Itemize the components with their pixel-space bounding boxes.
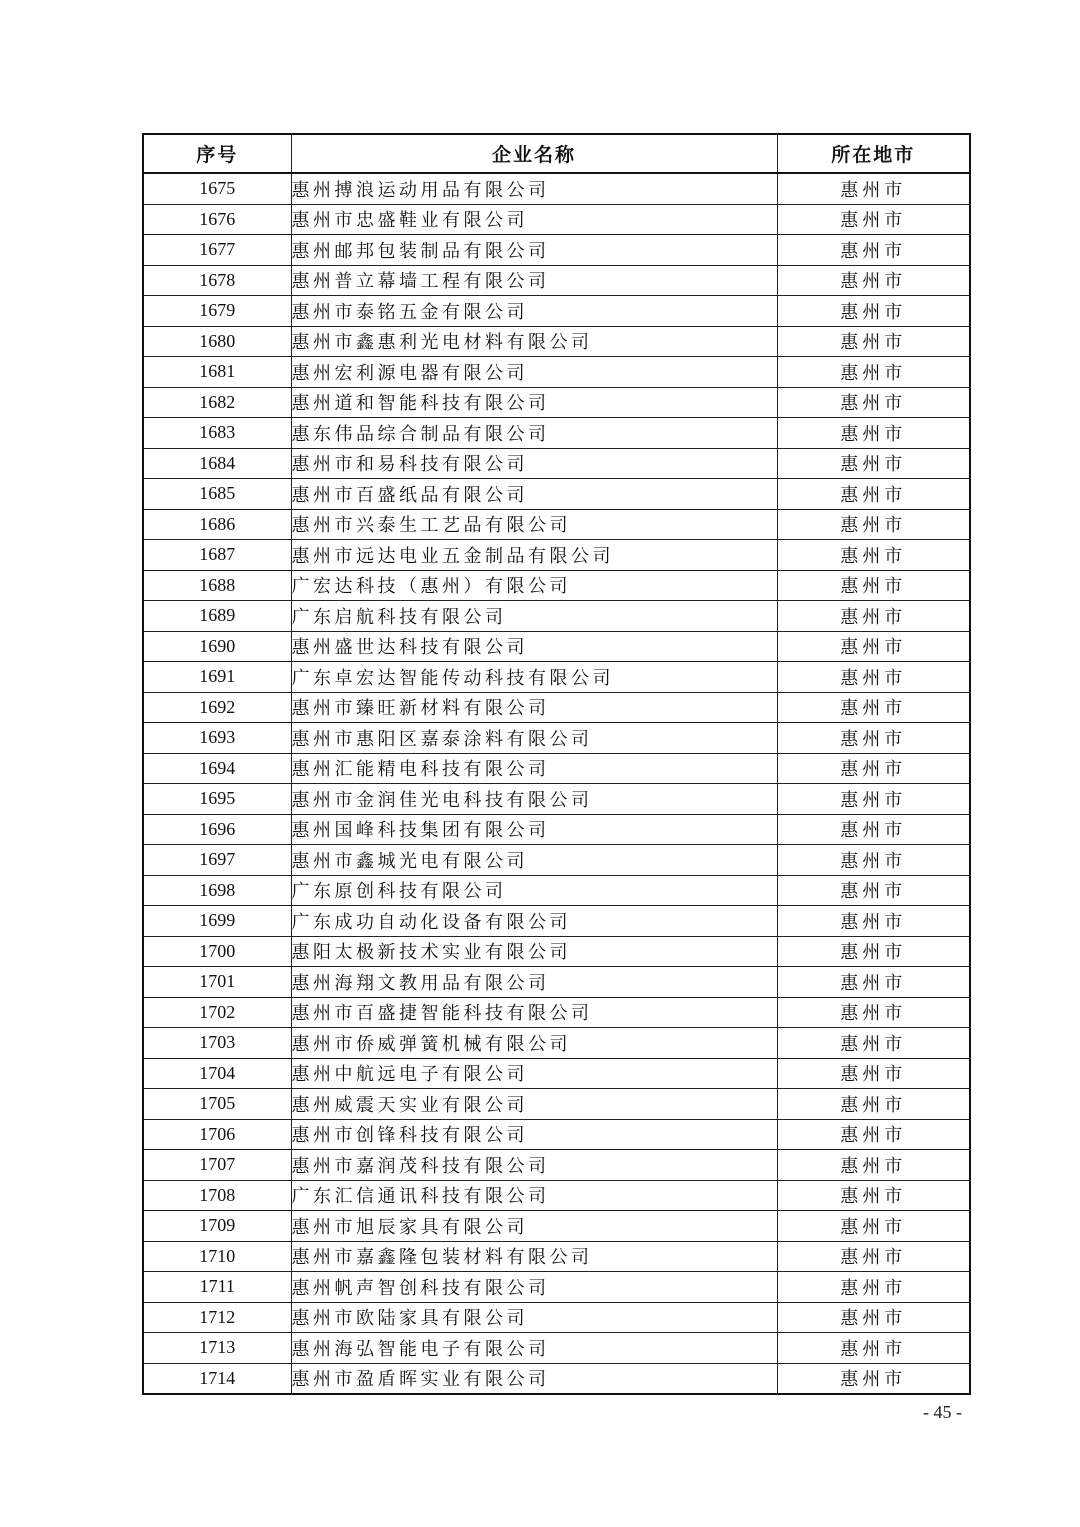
table-row bbox=[143, 265, 970, 296]
city-cell: 惠州市 bbox=[777, 357, 970, 388]
city-cell: 惠州市 bbox=[777, 1363, 970, 1394]
serial-number-cell: 1695 bbox=[143, 784, 291, 815]
table-row bbox=[143, 1211, 970, 1242]
table-row bbox=[143, 204, 970, 235]
table-row bbox=[143, 540, 970, 571]
serial-number-cell: 1687 bbox=[143, 540, 291, 571]
header-enterprise-name: 企业名称 bbox=[291, 134, 777, 173]
city-cell: 惠州市 bbox=[777, 1241, 970, 1272]
serial-number-cell: 1699 bbox=[143, 906, 291, 937]
table-row bbox=[143, 662, 970, 693]
enterprise-name-cell: 惠州邮邦包装制品有限公司 bbox=[291, 235, 777, 266]
table-row bbox=[143, 601, 970, 632]
table-row bbox=[143, 997, 970, 1028]
table-header-row bbox=[143, 134, 970, 173]
city-cell: 惠州市 bbox=[777, 1180, 970, 1211]
serial-number-cell: 1692 bbox=[143, 692, 291, 723]
table-row bbox=[143, 723, 970, 754]
serial-number-cell: 1688 bbox=[143, 570, 291, 601]
serial-number-cell: 1683 bbox=[143, 418, 291, 449]
city-cell: 惠州市 bbox=[777, 1119, 970, 1150]
serial-number-cell: 1680 bbox=[143, 326, 291, 357]
serial-number-cell: 1693 bbox=[143, 723, 291, 754]
enterprise-name-cell: 广东汇信通讯科技有限公司 bbox=[291, 1180, 777, 1211]
table-row bbox=[143, 845, 970, 876]
enterprise-name-cell: 惠州市臻旺新材料有限公司 bbox=[291, 692, 777, 723]
city-cell: 惠州市 bbox=[777, 265, 970, 296]
city-cell: 惠州市 bbox=[777, 173, 970, 204]
enterprise-name-cell: 惠州盛世达科技有限公司 bbox=[291, 631, 777, 662]
serial-number-cell: 1713 bbox=[143, 1333, 291, 1364]
city-cell: 惠州市 bbox=[777, 1302, 970, 1333]
city-cell: 惠州市 bbox=[777, 296, 970, 327]
table-row bbox=[143, 1058, 970, 1089]
enterprise-name-cell: 惠州国峰科技集团有限公司 bbox=[291, 814, 777, 845]
enterprise-name-cell: 惠州汇能精电科技有限公司 bbox=[291, 753, 777, 784]
city-cell: 惠州市 bbox=[777, 326, 970, 357]
header-city: 所在地市 bbox=[777, 134, 970, 173]
city-cell: 惠州市 bbox=[777, 753, 970, 784]
table-row bbox=[143, 967, 970, 998]
serial-number-cell: 1704 bbox=[143, 1058, 291, 1089]
serial-number-cell: 1679 bbox=[143, 296, 291, 327]
serial-number-cell: 1708 bbox=[143, 1180, 291, 1211]
enterprise-name-cell: 惠州市金润佳光电科技有限公司 bbox=[291, 784, 777, 815]
serial-number-cell: 1706 bbox=[143, 1119, 291, 1150]
enterprise-name-cell: 广东启航科技有限公司 bbox=[291, 601, 777, 632]
enterprise-name-cell: 惠州市嘉润茂科技有限公司 bbox=[291, 1150, 777, 1181]
table-row bbox=[143, 1180, 970, 1211]
city-cell: 惠州市 bbox=[777, 875, 970, 906]
table-row bbox=[143, 570, 970, 601]
city-cell: 惠州市 bbox=[777, 631, 970, 662]
serial-number-cell: 1707 bbox=[143, 1150, 291, 1181]
city-cell: 惠州市 bbox=[777, 692, 970, 723]
table-row bbox=[143, 1241, 970, 1272]
serial-number-cell: 1697 bbox=[143, 845, 291, 876]
table-row bbox=[143, 1028, 970, 1059]
enterprise-name-cell: 惠州市鑫城光电有限公司 bbox=[291, 845, 777, 876]
table-row bbox=[143, 1272, 970, 1303]
serial-number-cell: 1689 bbox=[143, 601, 291, 632]
enterprise-name-cell: 惠州市侨威弹簧机械有限公司 bbox=[291, 1028, 777, 1059]
enterprise-name-cell: 惠州市盈盾晖实业有限公司 bbox=[291, 1363, 777, 1394]
enterprise-name-cell: 惠州市创锋科技有限公司 bbox=[291, 1119, 777, 1150]
table-row bbox=[143, 814, 970, 845]
city-cell: 惠州市 bbox=[777, 601, 970, 632]
serial-number-cell: 1709 bbox=[143, 1211, 291, 1242]
enterprise-name-cell: 惠州市鑫惠利光电材料有限公司 bbox=[291, 326, 777, 357]
serial-number-cell: 1686 bbox=[143, 509, 291, 540]
city-cell: 惠州市 bbox=[777, 387, 970, 418]
city-cell: 惠州市 bbox=[777, 479, 970, 510]
enterprise-name-cell: 惠州市泰铭五金有限公司 bbox=[291, 296, 777, 327]
table-body bbox=[143, 173, 970, 1394]
table-row bbox=[143, 906, 970, 937]
table-row bbox=[143, 1089, 970, 1120]
city-cell: 惠州市 bbox=[777, 784, 970, 815]
city-cell: 惠州市 bbox=[777, 845, 970, 876]
table-row bbox=[143, 1119, 970, 1150]
serial-number-cell: 1714 bbox=[143, 1363, 291, 1394]
enterprise-name-cell: 惠州市远达电业五金制品有限公司 bbox=[291, 540, 777, 571]
table-row bbox=[143, 357, 970, 388]
table-row bbox=[143, 387, 970, 418]
city-cell: 惠州市 bbox=[777, 1089, 970, 1120]
city-cell: 惠州市 bbox=[777, 1058, 970, 1089]
city-cell: 惠州市 bbox=[777, 997, 970, 1028]
serial-number-cell: 1684 bbox=[143, 448, 291, 479]
city-cell: 惠州市 bbox=[777, 509, 970, 540]
table-row bbox=[143, 418, 970, 449]
city-cell: 惠州市 bbox=[777, 418, 970, 449]
enterprise-name-cell: 惠州宏利源电器有限公司 bbox=[291, 357, 777, 388]
table-row bbox=[143, 936, 970, 967]
serial-number-cell: 1682 bbox=[143, 387, 291, 418]
enterprise-name-cell: 惠州道和智能科技有限公司 bbox=[291, 387, 777, 418]
enterprise-name-cell: 惠州搏浪运动用品有限公司 bbox=[291, 173, 777, 204]
enterprise-name-cell: 惠州海翔文教用品有限公司 bbox=[291, 967, 777, 998]
enterprise-name-cell: 惠州市嘉鑫隆包装材料有限公司 bbox=[291, 1241, 777, 1272]
city-cell: 惠州市 bbox=[777, 1150, 970, 1181]
city-cell: 惠州市 bbox=[777, 1211, 970, 1242]
serial-number-cell: 1676 bbox=[143, 204, 291, 235]
enterprise-name-cell: 惠州市兴泰生工艺品有限公司 bbox=[291, 509, 777, 540]
city-cell: 惠州市 bbox=[777, 936, 970, 967]
city-cell: 惠州市 bbox=[777, 448, 970, 479]
city-cell: 惠州市 bbox=[777, 723, 970, 754]
table-row bbox=[143, 326, 970, 357]
enterprise-name-cell: 广东成功自动化设备有限公司 bbox=[291, 906, 777, 937]
enterprise-name-cell: 惠东伟品综合制品有限公司 bbox=[291, 418, 777, 449]
serial-number-cell: 1698 bbox=[143, 875, 291, 906]
city-cell: 惠州市 bbox=[777, 1028, 970, 1059]
city-cell: 惠州市 bbox=[777, 204, 970, 235]
enterprise-name-cell: 惠州市和易科技有限公司 bbox=[291, 448, 777, 479]
serial-number-cell: 1685 bbox=[143, 479, 291, 510]
city-cell: 惠州市 bbox=[777, 814, 970, 845]
enterprise-name-cell: 广东原创科技有限公司 bbox=[291, 875, 777, 906]
table-row bbox=[143, 1363, 970, 1394]
table-row bbox=[143, 875, 970, 906]
table-row bbox=[143, 296, 970, 327]
table-row bbox=[143, 509, 970, 540]
header-serial-number: 序号 bbox=[143, 134, 291, 173]
serial-number-cell: 1705 bbox=[143, 1089, 291, 1120]
table-row bbox=[143, 692, 970, 723]
table-row bbox=[143, 173, 970, 204]
serial-number-cell: 1675 bbox=[143, 173, 291, 204]
enterprise-name-cell: 惠阳太极新技术实业有限公司 bbox=[291, 936, 777, 967]
city-cell: 惠州市 bbox=[777, 1272, 970, 1303]
enterprise-name-cell: 惠州市忠盛鞋业有限公司 bbox=[291, 204, 777, 235]
serial-number-cell: 1703 bbox=[143, 1028, 291, 1059]
table-row bbox=[143, 1302, 970, 1333]
table-row bbox=[143, 784, 970, 815]
serial-number-cell: 1702 bbox=[143, 997, 291, 1028]
enterprise-name-cell: 惠州市旭辰家具有限公司 bbox=[291, 1211, 777, 1242]
serial-number-cell: 1691 bbox=[143, 662, 291, 693]
serial-number-cell: 1701 bbox=[143, 967, 291, 998]
city-cell: 惠州市 bbox=[777, 967, 970, 998]
city-cell: 惠州市 bbox=[777, 235, 970, 266]
serial-number-cell: 1696 bbox=[143, 814, 291, 845]
table-row bbox=[143, 479, 970, 510]
enterprise-name-cell: 广宏达科技（惠州）有限公司 bbox=[291, 570, 777, 601]
enterprise-table bbox=[142, 133, 971, 1395]
enterprise-name-cell: 惠州普立幕墙工程有限公司 bbox=[291, 265, 777, 296]
city-cell: 惠州市 bbox=[777, 906, 970, 937]
page-number: - 45 - bbox=[923, 1402, 962, 1422]
enterprise-name-cell: 惠州帆声智创科技有限公司 bbox=[291, 1272, 777, 1303]
enterprise-name-cell: 惠州中航远电子有限公司 bbox=[291, 1058, 777, 1089]
city-cell: 惠州市 bbox=[777, 662, 970, 693]
enterprise-name-cell: 广东卓宏达智能传动科技有限公司 bbox=[291, 662, 777, 693]
table-row bbox=[143, 448, 970, 479]
table-row bbox=[143, 753, 970, 784]
city-cell: 惠州市 bbox=[777, 1333, 970, 1364]
serial-number-cell: 1677 bbox=[143, 235, 291, 266]
city-cell: 惠州市 bbox=[777, 540, 970, 571]
serial-number-cell: 1711 bbox=[143, 1272, 291, 1303]
enterprise-name-cell: 惠州市百盛纸品有限公司 bbox=[291, 479, 777, 510]
serial-number-cell: 1681 bbox=[143, 357, 291, 388]
serial-number-cell: 1690 bbox=[143, 631, 291, 662]
serial-number-cell: 1700 bbox=[143, 936, 291, 967]
enterprise-name-cell: 惠州市百盛捷智能科技有限公司 bbox=[291, 997, 777, 1028]
serial-number-cell: 1678 bbox=[143, 265, 291, 296]
table-row bbox=[143, 1333, 970, 1364]
city-cell: 惠州市 bbox=[777, 570, 970, 601]
enterprise-name-cell: 惠州市欧陆家具有限公司 bbox=[291, 1302, 777, 1333]
enterprise-name-cell: 惠州海弘智能电子有限公司 bbox=[291, 1333, 777, 1364]
serial-number-cell: 1694 bbox=[143, 753, 291, 784]
serial-number-cell: 1712 bbox=[143, 1302, 291, 1333]
serial-number-cell: 1710 bbox=[143, 1241, 291, 1272]
enterprise-name-cell: 惠州市惠阳区嘉泰涂料有限公司 bbox=[291, 723, 777, 754]
table-row bbox=[143, 631, 970, 662]
enterprise-name-cell: 惠州威震天实业有限公司 bbox=[291, 1089, 777, 1120]
table-row bbox=[143, 1150, 970, 1181]
table-row bbox=[143, 235, 970, 266]
